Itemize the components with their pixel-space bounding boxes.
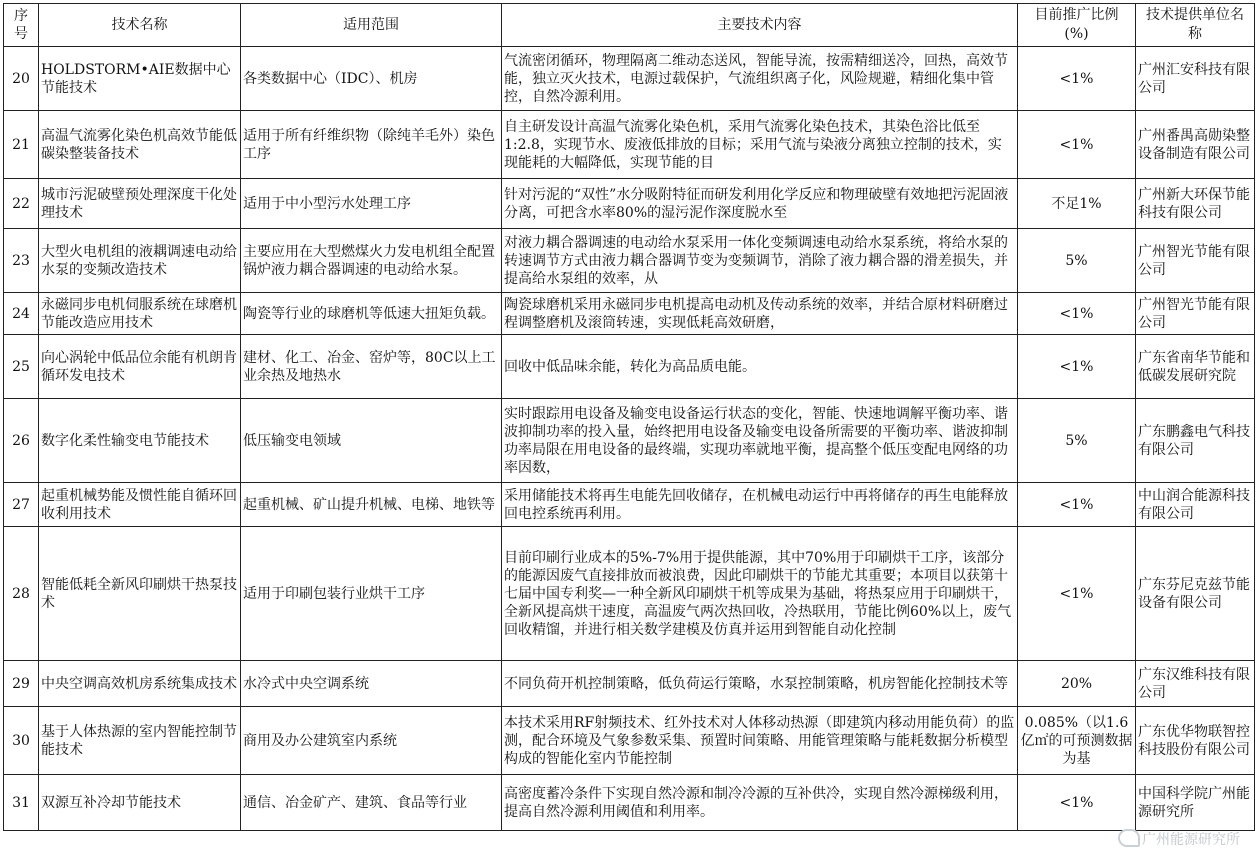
watermark: 广州能源研究所 — [1118, 829, 1240, 849]
row-scope: 适用于中小型污水处理工序 — [241, 179, 502, 229]
row-provider: 广东鹏鑫电气科技有限公司 — [1136, 399, 1255, 483]
row-content: 对液力耦合器调速的电动给水泵采用一体化变频调速电动给水泵系统，将给水泵的转速调节方式由液力耦合器调节变为变频调节，消除了液力耦合器的滑差损失，并提高给水泵组的效率，从 — [502, 229, 1018, 293]
table-row — [4, 483, 1255, 527]
row-content: 陶瓷球磨机采用永磁同步电机提高电动机及传动系统的效率，并结合原材料研磨过程调整磨机及滚筒转速，实现低耗高效研磨， — [502, 293, 1018, 335]
table-row — [4, 111, 1255, 179]
row-scope: 各类数据中心（IDC）、机房 — [241, 47, 502, 111]
row-scope: 低压输变电领域 — [241, 399, 502, 483]
row-name: 大型火电机组的液耦调速电动给水泵的变频改造技术 — [39, 229, 241, 293]
row-scope: 通信、冶金矿产、建筑、食品等行业 — [241, 775, 502, 831]
row-name: 智能低耗全新风印刷烘干热泵技术 — [39, 527, 241, 661]
row-seq: 22 — [4, 179, 39, 229]
row-name: 起重机械势能及惯性能自循环回收利用技术 — [39, 483, 241, 527]
row-scope: 建材、化工、冶金、窑炉等，80C以上工业余热及地热水 — [241, 335, 502, 399]
row-content: 不同负荷开机控制策略，低负荷运行策略，水泵控制策略，机房智能化控制技术等 — [502, 661, 1018, 707]
row-scope: 适用于所有纤维织物（除纯羊毛外）染色工序 — [241, 111, 502, 179]
header-provider: 技术提供单位名称 — [1136, 4, 1255, 47]
row-scope: 起重机械、矿山提升机械、电梯、地铁等 — [241, 483, 502, 527]
row-content: 实时跟踪用电设备及输变电设备运行状态的变化，智能、快速地调解平衡功率、谐波抑制功率的投入量，始终把用电设备及输变电设备所需要的平衡功率、谐波抑制功率局限在用电设备的最终端，实现功率就地平衡，提高整个低压变配电网络的功率因数， — [502, 399, 1018, 483]
row-scope: 适用于印刷包装行业烘干工序 — [241, 527, 502, 661]
row-scope: 主要应用在大型燃煤火力发电机组全配置锅炉液力耦合器调速的电动给水泵。 — [241, 229, 502, 293]
row-seq: 29 — [4, 661, 39, 707]
row-content: 自主研发设计高温气流雾化染色机，采用气流雾化染色技术，其染色浴比低至1:2.8，实现节水、废液低排放的目标；采用气流与染液分离独立控制的技术，实现能耗的大幅降低，实现节能的目 — [502, 111, 1018, 179]
row-name: HOLDSTORM•AIE数据中心节能技术 — [39, 47, 241, 111]
row-name: 双源互补冷却节能技术 — [39, 775, 241, 831]
row-provider: 中山润合能源科技有限公司 — [1136, 483, 1255, 527]
row-ratio: 5% — [1018, 229, 1136, 293]
header-name: 技术名称 — [39, 4, 241, 47]
row-seq: 21 — [4, 111, 39, 179]
header-ratio: 目前推广比例(%) — [1018, 4, 1136, 47]
row-name: 中央空调高效机房系统集成技术 — [39, 661, 241, 707]
row-seq: 23 — [4, 229, 39, 293]
row-provider: 广州智光节能有限公司 — [1136, 293, 1255, 335]
table-row — [4, 47, 1255, 111]
row-ratio: <1% — [1018, 111, 1136, 179]
row-content: 本技术采用RF射频技术、红外技术对人体移动热源（即建筑内移动用能负荷）的监测，配合环境及气象参数采集、预置时间策略、用能管理策略与能耗数据分析模型构成的智能化室内节能控制 — [502, 707, 1018, 775]
table-row — [4, 399, 1255, 483]
row-provider: 中国科学院广州能源研究所 — [1136, 775, 1255, 831]
row-ratio: 0.085%（以1.6亿㎡的可预测数据为基 — [1018, 707, 1136, 775]
row-provider: 广东汉维科技有限公司 — [1136, 661, 1255, 707]
row-ratio: 不足1% — [1018, 179, 1136, 229]
row-seq: 28 — [4, 527, 39, 661]
row-ratio: <1% — [1018, 775, 1136, 831]
row-scope: 商用及办公建筑室内系统 — [241, 707, 502, 775]
row-ratio: <1% — [1018, 335, 1136, 399]
row-seq: 31 — [4, 775, 39, 831]
watermark-logo-icon — [1118, 829, 1140, 847]
row-scope: 水冷式中央空调系统 — [241, 661, 502, 707]
row-name: 永磁同步电机伺服系统在球磨机节能改造应用技术 — [39, 293, 241, 335]
row-provider: 广州智光节能有限公司 — [1136, 229, 1255, 293]
header-row — [4, 4, 1255, 47]
row-content: 气流密闭循环，物理隔离二维动态送风，智能导流，按需精细送冷，回热，高效节能，独立灭火技术，电源过载保护，气流组织离子化，风险规避，精细化集中管控，自然冷源利用。 — [502, 47, 1018, 111]
row-name: 城市污泥破壁预处理深度干化处理技术 — [39, 179, 241, 229]
row-ratio: <1% — [1018, 483, 1136, 527]
table-row — [4, 179, 1255, 229]
row-provider: 广州汇安科技有限公司 — [1136, 47, 1255, 111]
row-name: 基于人体热源的室内智能控制节能技术 — [39, 707, 241, 775]
row-seq: 24 — [4, 293, 39, 335]
row-ratio: <1% — [1018, 47, 1136, 111]
row-name: 数字化柔性输变电节能技术 — [39, 399, 241, 483]
header-seq: 序号 — [4, 4, 39, 47]
header-scope: 适用范围 — [241, 4, 502, 47]
row-seq: 30 — [4, 707, 39, 775]
row-provider: 广东优华物联智控科技股份有限公司 — [1136, 707, 1255, 775]
row-name: 向心涡轮中低品位余能有机朗肯循环发电技术 — [39, 335, 241, 399]
header-content: 主要技术内容 — [502, 4, 1018, 47]
table-row — [4, 335, 1255, 399]
row-ratio: 5% — [1018, 399, 1136, 483]
row-scope: 陶瓷等行业的球磨机等低速大扭矩负载。 — [241, 293, 502, 335]
row-seq: 25 — [4, 335, 39, 399]
row-provider: 广东省南华节能和低碳发展研究院 — [1136, 335, 1255, 399]
row-provider: 广州新大环保节能科技有限公司 — [1136, 179, 1255, 229]
row-seq: 26 — [4, 399, 39, 483]
row-provider: 广州番禺高勋染整设备制造有限公司 — [1136, 111, 1255, 179]
row-content: 目前印刷行业成本的5%-7%用于提供能源，其中70%用于印刷烘干工序，该部分的能源因废气直接排放而被浪费，因此印刷烘干的节能尤其重要；本项目以获第十七届中国专利奖—一种全新风印刷烘干机等成果为基础，将热泵应用于印刷烘干，全新风提高烘干速度，高温废气两次热回收，冷热联用，节能比例60%以上，废气回收精馏，并进行相关数学建模及仿真并运用到智能自动化控制 — [502, 527, 1018, 661]
row-ratio: <1% — [1018, 293, 1136, 335]
table-row — [4, 775, 1255, 831]
row-content: 高密度蓄冷条件下实现自然冷源和制冷冷源的互补供冷，实现自然冷源梯级利用，提高自然冷源利用阈值和利用率。 — [502, 775, 1018, 831]
row-ratio: <1% — [1018, 527, 1136, 661]
row-content: 回收中低品味余能，转化为高品质电能。 — [502, 335, 1018, 399]
row-content: 采用储能技术将再生电能先回收储存，在机械电动运行中再将储存的再生电能释放回电控系统再利用。 — [502, 483, 1018, 527]
table-row — [4, 527, 1255, 661]
row-seq: 20 — [4, 47, 39, 111]
row-name: 高温气流雾化染色机高效节能低碳染整装备技术 — [39, 111, 241, 179]
table-row — [4, 661, 1255, 707]
technology-table — [3, 3, 1255, 831]
table-row — [4, 707, 1255, 775]
row-content: 针对污泥的“双性”水分吸附特征而研发利用化学反应和物理破壁有效地把污泥固液分离，可把含水率80%的湿污泥作深度脱水至 — [502, 179, 1018, 229]
table-row — [4, 229, 1255, 293]
row-provider: 广东芬尼克兹节能设备有限公司 — [1136, 527, 1255, 661]
row-seq: 27 — [4, 483, 39, 527]
row-ratio: 20% — [1018, 661, 1136, 707]
table-row — [4, 293, 1255, 335]
